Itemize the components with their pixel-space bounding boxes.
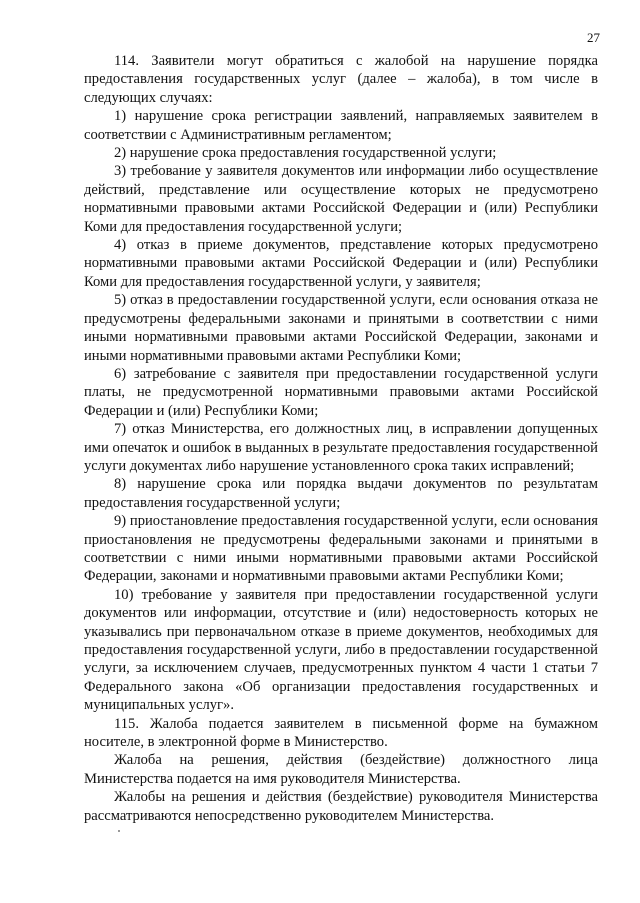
paragraph-115: 115. Жалоба подается заявителем в письменной форме на бумажном носителе, в электронной форме в Министерство. [84, 715, 598, 751]
list-item-9: 9) приостановление предоставления государственной услуги, если основания приостановления не предусмотрены федеральными законами и принятыми в соответствии с ними иными нормативными правовыми актами Российской Федерации, законами и нормативными правовыми актами Республики Коми; [84, 513, 598, 585]
page-number: 27 [587, 30, 600, 45]
document-body [84, 52, 598, 825]
list-item-2: 2) нарушение срока предоставления государственной услуги; [114, 145, 497, 162]
paragraph-114: 114. Заявители могут обратиться с жалобой на нарушение порядка предоставления государственных услуг (далее – жалоба), в том числе в следующих случаях: [84, 53, 598, 106]
list-item-7: 7) отказ Министерства, его должностных лиц, в исправлении допущенных ими опечаток и ошибок в выданных в результате предоставления государственной услуги документах либо нарушение установленного срока таких исправлений; [84, 421, 598, 474]
paragraph-complaint-official: Жалоба на решения, действия (бездействие) должностного лица Министерства подается на имя руководителя Министерства. [84, 752, 598, 787]
scan-artifact-dot [118, 830, 120, 832]
list-item-6: 6) затребование с заявителя при предоставлении государственной услуги платы, не предусмотренной нормативными правовыми актами Российской Федерации и (или) Республики Коми; [84, 365, 598, 419]
list-item-8: 8) нарушение срока или порядка выдачи документов по результатам предоставления государственной услуги; [84, 476, 598, 511]
list-item-1: 1) нарушение срока регистрации заявлений, направляемых заявителем в соответствии с Административным регламентом; [84, 108, 598, 143]
list-item-10: 10) требование у заявителя при предоставлении государственной услуги документов или информации, отсутствие и (или) недостоверность которых не указывались при первоначальном отказе в приеме документов, необходимых для предоставления государственной услуги, либо в предоставлении государственной услуги, за исключением случаев, предусмотренных пунктом 4 части 1 статьи 7 Федерального закона «Об организации предоставления государственных и муниципальных услуг». [84, 586, 598, 714]
list-item-4: 4) отказ в приеме документов, представление которых предусмотрено нормативными правовыми актами Российской Федерации и (или) Республики Коми для предоставления государственной услуги, у заявителя; [84, 237, 598, 290]
list-item-3: 3) требование у заявителя документов или информации либо осуществление действий, представление или осуществление которых не предусмотрено нормативными правовыми актами Российской Федерации и (или) Республики Коми для предоставления государственной услуги; [84, 163, 598, 235]
paragraph-complaint-head: Жалобы на решения и действия (бездействие) руководителя Министерства рассматриваются непосредственно руководителем Министерства. [84, 789, 598, 824]
list-item-5: 5) отказ в предоставлении государственной услуги, если основания отказа не предусмотрены федеральными законами и принятыми в соответствии с ними иными нормативными правовыми актами Российской Федерации, законами и иными нормативными правовыми актами Республики Коми; [84, 292, 598, 364]
